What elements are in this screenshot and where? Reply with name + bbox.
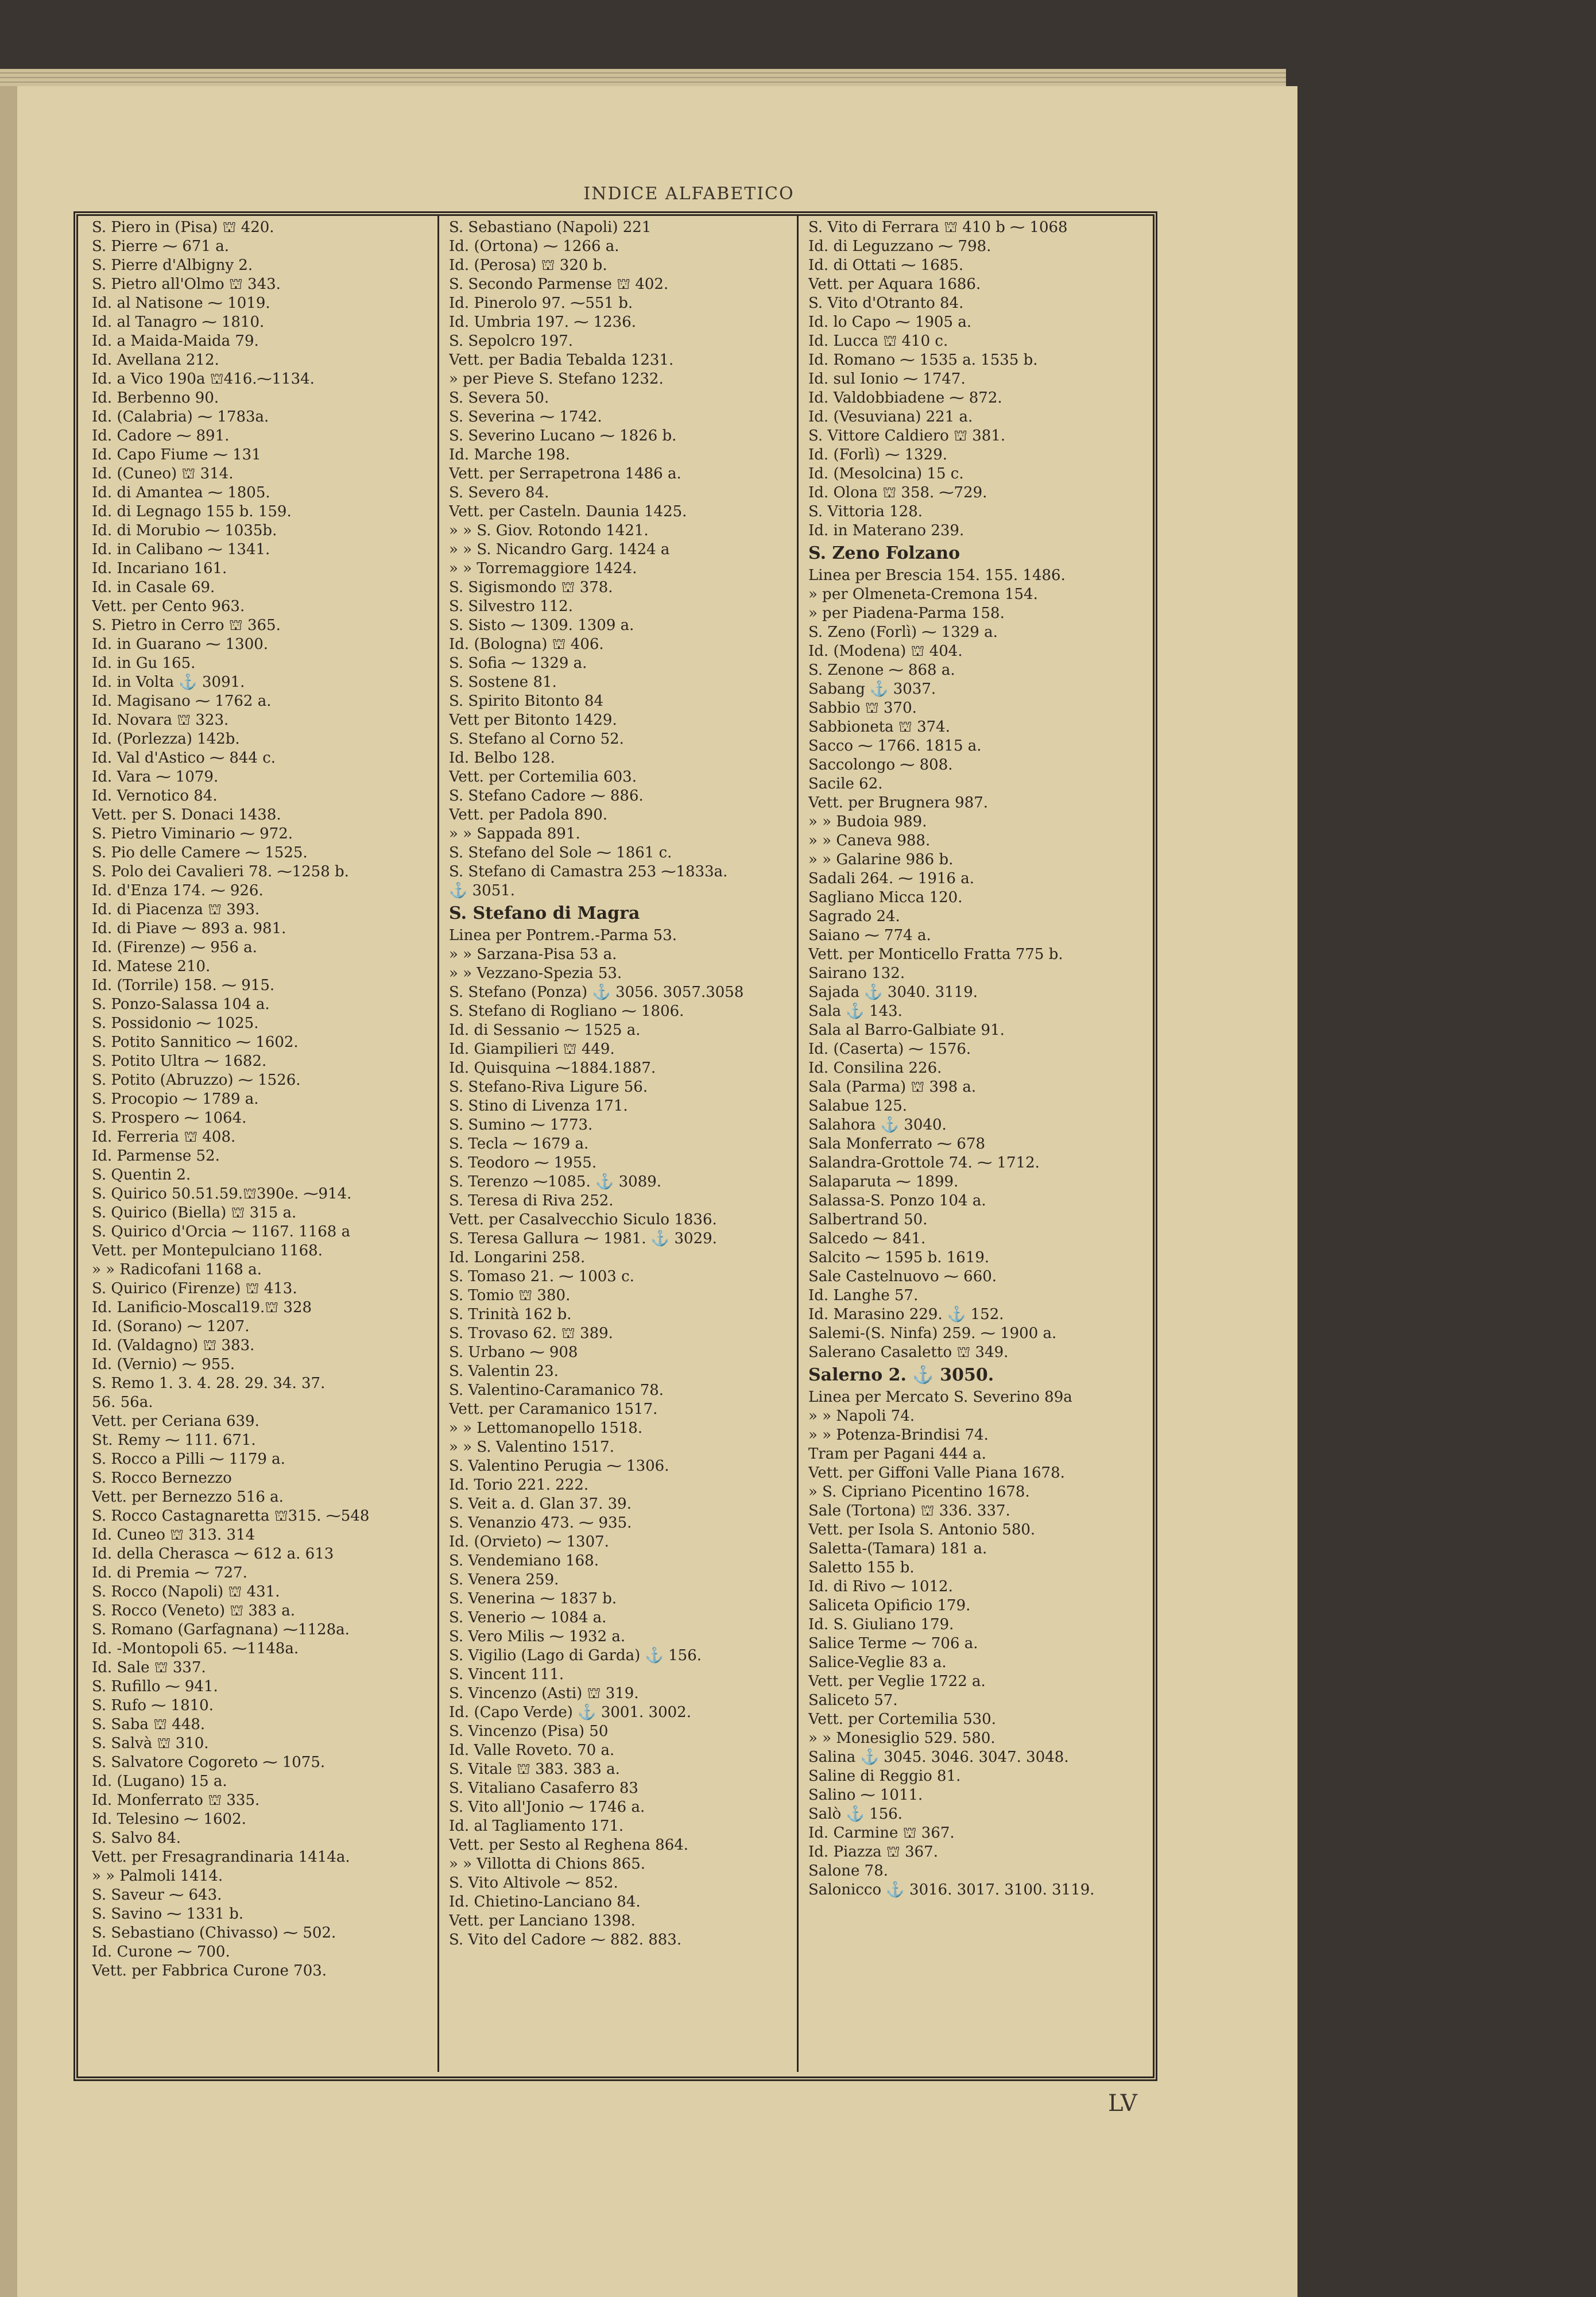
index-entry: » » Galarine 986 b. [808, 851, 954, 868]
index-entry: Id. Incariano 161. [92, 560, 227, 577]
index-entry: Salandra-Grottole 74. ⁓ 1712. [808, 1154, 1040, 1171]
index-entry: Id. (Calabria) ⁓ 1783a. [92, 408, 269, 426]
index-entry: S. Salvatore Cogoreto ⁓ 1075. [92, 1754, 326, 1771]
page-number: LV [1108, 2090, 1137, 2117]
index-entry: S. Severina ⁓ 1742. [449, 408, 602, 426]
index-entry: Id. (Forlì) ⁓ 1329. [808, 446, 948, 463]
index-entry: S. Secondo Parmense ⛫ 402. [449, 276, 669, 293]
index-entry: Sabbioneta ⛫ 374. [808, 718, 950, 736]
index-entry: Id. Marasino 229. ⚓ 152. [808, 1306, 1004, 1323]
index-entry: Id. Olona ⛫ 358. ⁓729. [808, 484, 987, 501]
index-entry: Id. della Cherasca ⁓ 612 a. 613 [92, 1545, 334, 1563]
index-entry: » » Villotta di Chions 865. [449, 1855, 645, 1873]
index-entry: » » S. Valentino 1517. [449, 1438, 614, 1456]
index-entry: Id. Novara ⛫ 323. [92, 711, 229, 729]
index-entry: Id. Longarini 258. [449, 1249, 586, 1266]
index-entry: S. Vito di Ferrara ⛫ 410 b ⁓ 1068 [808, 219, 1068, 236]
index-entry: S. Piero in (Pisa) ⛫ 420. [92, 219, 274, 236]
page-header: INDICE ALFABETICO [583, 184, 795, 204]
index-entry: Vett. per Lanciano 1398. [449, 1912, 636, 1929]
index-entry: S. Veit a. d. Glan 37. 39. [449, 1495, 632, 1513]
index-entry: S. Vito del Cadore ⁓ 882. 883. [449, 1931, 682, 1948]
index-entry: Id. di Leguzzano ⁓ 798. [808, 238, 991, 255]
index-entry: Sale (Tortona) ⛫ 336. 337. [808, 1502, 1010, 1519]
index-entry: S. Procopio ⁓ 1789 a. [92, 1091, 259, 1108]
index-entry: S. Rocco (Veneto) ⛫ 383 a. [92, 1602, 296, 1619]
index-entry: S. Zeno (Forlì) ⁓ 1329 a. [808, 624, 998, 641]
index-entry: Vett. per Veglie 1722 a. [808, 1673, 986, 1690]
index-entry: Sala Monferrato ⁓ 678 [808, 1135, 986, 1153]
index-entry: Salaparuta ⁓ 1899. [808, 1173, 959, 1190]
column-divider [797, 216, 799, 2072]
index-entry: S. Stefano Cadore ⁓ 886. [449, 787, 644, 805]
index-entry: S. Tecla ⁓ 1679 a. [449, 1135, 589, 1153]
index-entry: Id. in Casale 69. [92, 579, 215, 596]
page-gutter [0, 86, 17, 2297]
index-entry: S. Romano (Garfagnana) ⁓1128a. [92, 1621, 350, 1638]
index-entry: Id. Belbo 128. [449, 749, 555, 767]
index-entry: Salabue 125. [808, 1097, 908, 1115]
index-entry: Saline di Reggio 81. [808, 1768, 961, 1785]
index-entry: Id. di Piacenza ⛫ 393. [92, 901, 260, 918]
index-entry: Vett. per Giffoni Valle Piana 1678. [808, 1464, 1065, 1482]
index-entry: Id. (Sorano) ⁓ 1207. [92, 1318, 250, 1335]
index-entry: S. Stefano del Sole ⁓ 1861 c. [449, 844, 672, 861]
index-entry: Vett. per Brugnera 987. [808, 794, 989, 811]
index-entry: Vett. per Padola 890. [449, 806, 608, 823]
index-entry: Saiano ⁓ 774 a. [808, 927, 931, 944]
index-entry: » » S. Giov. Rotondo 1421. [449, 522, 649, 539]
index-entry: Id. d'Enza 174. ⁓ 926. [92, 882, 264, 899]
index-entry: Id. di Premia ⁓ 727. [92, 1564, 247, 1581]
index-entry: Id. Vernotico 84. [92, 787, 218, 805]
index-entry: Id. (Ortona) ⁓ 1266 a. [449, 238, 619, 255]
index-entry: S. Rocco (Napoli) ⛫ 431. [92, 1583, 280, 1600]
index-entry: » » Torremaggiore 1424. [449, 560, 637, 577]
index-entry: Vett. per S. Donaci 1438. [92, 806, 281, 823]
index-entry: Id. in Gu 165. [92, 655, 196, 672]
index-entry: S. Possidonio ⁓ 1025. [92, 1015, 259, 1032]
index-entry: Id. lo Capo ⁓ 1905 a. [808, 314, 972, 331]
index-entry: S. Teresa Gallura ⁓ 1981. ⚓ 3029. [449, 1230, 717, 1247]
index-entry: S. Quirico 50.51.59.⛫390e. ⁓914. [92, 1185, 352, 1202]
index-entry: Salice-Veglie 83 a. [808, 1654, 947, 1671]
index-entry: S. Potito Ultra ⁓ 1682. [92, 1053, 267, 1070]
index-entry: » » Palmoli 1414. [92, 1867, 223, 1885]
index-entry: Id. (Bologna) ⛫ 406. [449, 636, 604, 653]
index-entry: Vett. per Isola S. Antonio 580. [808, 1521, 1036, 1538]
index-entry: S. Sigismondo ⛫ 378. [449, 579, 613, 596]
index-entry: Id. S. Giuliano 179. [808, 1616, 954, 1633]
index-entry: S. Vincenzo (Pisa) 50 [449, 1723, 609, 1740]
index-entry: S. Pio delle Camere ⁓ 1525. [92, 844, 308, 861]
index-entry: » per Pieve S. Stefano 1232. [449, 370, 664, 388]
index-entry: » » Napoli 74. [808, 1407, 915, 1425]
index-entry: Salassa-S. Ponzo 104 a. [808, 1192, 986, 1209]
index-entry: Id. Curone ⁓ 700. [92, 1943, 230, 1960]
index-entry: Id. (Modena) ⛫ 404. [808, 643, 963, 660]
index-entry: S. Silvestro 112. [449, 598, 573, 615]
index-entry: Vett. per Serrapetrona 1486 a. [449, 465, 681, 482]
index-entry: Tram per Pagani 444 a. [808, 1445, 986, 1463]
column-divider [437, 216, 439, 2072]
index-entry: S. Vincent 111. [449, 1666, 564, 1683]
index-entry: S. Sebastiano (Chivasso) ⁓ 502. [92, 1924, 336, 1942]
index-entry: Vett. per Sesto al Reghena 864. [449, 1836, 689, 1854]
index-entry: Salcito ⁓ 1595 b. 1619. [808, 1249, 990, 1266]
index-entry: Id. -Montopoli 65. ⁓1148a. [92, 1640, 299, 1657]
index-entry: Id. Giampilieri ⛫ 449. [449, 1041, 615, 1058]
index-entry: S. Valentino Perugia ⁓ 1306. [449, 1457, 669, 1475]
index-entry: Id. di Legnago 155 b. 159. [92, 503, 292, 520]
index-entry: » » Sappada 891. [449, 825, 580, 842]
index-entry: Id. (Firenze) ⁓ 956 a. [92, 939, 257, 956]
index-entry: S. Pietro all'Olmo ⛫ 343. [92, 276, 281, 293]
index-entry: Id. (Torrile) 158. ⁓ 915. [92, 977, 275, 994]
index-entry: Vett. per Casalvecchio Siculo 1836. [449, 1211, 717, 1228]
index-entry: Id. Cadore ⁓ 891. [92, 427, 230, 444]
index-entry: S. Stino di Livenza 171. [449, 1097, 628, 1115]
index-entry: Saliceto 57. [808, 1692, 898, 1709]
index-entry: Id. Berbenno 90. [92, 389, 219, 407]
index-entry: Vett. per Cento 963. [92, 598, 245, 615]
index-entry: Id. di Ottati ⁓ 1685. [808, 257, 964, 274]
index-entry: Vett. per Caramanico 1517. [449, 1401, 658, 1418]
index-entry: Sadali 264. ⁓ 1916 a. [808, 870, 974, 887]
index-entry: Id. (Perosa) ⛫ 320 b. [449, 257, 607, 274]
index-entry: Sabang ⚓ 3037. [808, 680, 936, 698]
index-entry: Vett. per Ceriana 639. [92, 1413, 259, 1430]
index-entry: Vett. per Badia Tebalda 1231. [449, 351, 674, 369]
index-entry: Id. di Amantea ⁓ 1805. [92, 484, 270, 501]
index-entry: Id. (Capo Verde) ⚓ 3001. 3002. [449, 1704, 691, 1721]
index-entry: Vett. per Casteln. Daunia 1425. [449, 503, 687, 520]
index-entry: Id. Monferrato ⛫ 335. [92, 1792, 260, 1809]
index-entry: Id. di Piave ⁓ 893 a. 981. [92, 920, 286, 937]
index-entry: Id. Avellana 212. [92, 351, 219, 369]
index-entry: Sacco ⁓ 1766. 1815 a. [808, 737, 982, 755]
index-entry: S. Salvo 84. [92, 1830, 181, 1847]
index-heading: Salerno 2. ⚓ 3050. [808, 1365, 994, 1385]
index-entry: S. Sostene 81. [449, 674, 557, 691]
index-entry: S. Urbano ⁓ 908 [449, 1344, 578, 1361]
index-entry: Linea per Pontrem.-Parma 53. [449, 927, 677, 944]
index-column-1 [92, 218, 436, 2073]
index-entry: Id. di Sessanio ⁓ 1525 a. [449, 1022, 641, 1039]
index-entry: S. Vittore Caldiero ⛫ 381. [808, 427, 1006, 444]
index-entry: Vett. per Cortemilia 530. [808, 1711, 996, 1728]
index-entry: Id. Lanificio-Moscal19.⛫ 328 [92, 1299, 312, 1316]
index-entry: Id. Sale ⛫ 337. [92, 1659, 206, 1676]
index-entry: S. Quirico d'Orcia ⁓ 1167. 1168 a [92, 1223, 351, 1240]
index-entry: Id. Valle Roveto. 70 a. [449, 1742, 615, 1759]
index-entry: Salino ⁓ 1011. [808, 1786, 923, 1804]
index-entry: S. Stefano di Camastra 253 ⁓1833a. [449, 863, 728, 880]
index-entry: Id. di Rivo ⁓ 1012. [808, 1578, 953, 1595]
index-entry: Vett. per Fresagrandinaria 1414a. [92, 1849, 350, 1866]
index-entry: Id. a Vico 190a ⛫416.⁓1134. [92, 370, 315, 388]
index-entry: Sajada ⚓ 3040. 3119. [808, 984, 978, 1001]
index-entry: » » Vezzano-Spezia 53. [449, 965, 622, 982]
index-entry: Id. Val d'Astico ⁓ 844 c. [92, 749, 276, 767]
index-entry: S. Sebastiano (Napoli) 221 [449, 219, 652, 236]
index-entry: » per Olmeneta-Cremona 154. [808, 586, 1038, 603]
index-entry: Vett per Bitonto 1429. [449, 711, 617, 729]
index-entry: S. Tomaso 21. ⁓ 1003 c. [449, 1268, 634, 1285]
index-entry: Id. Umbria 197. ⁓ 1236. [449, 314, 637, 331]
index-entry: Id. Piazza ⛫ 367. [808, 1843, 938, 1861]
index-entry: Id. Matese 210. [92, 958, 211, 975]
index-entry: S. Sisto ⁓ 1309. 1309 a. [449, 617, 634, 634]
index-entry: S. Stefano di Rogliano ⁓ 1806. [449, 1003, 684, 1020]
index-entry: S. Rufo ⁓ 1810. [92, 1697, 214, 1714]
index-entry: Salice Terme ⁓ 706 a. [808, 1635, 978, 1652]
index-entry: S. Stefano (Ponza) ⚓ 3056. 3057.3058 [449, 984, 744, 1001]
index-entry: Salone 78. [808, 1862, 889, 1880]
index-entry: Salahora ⚓ 3040. [808, 1116, 947, 1134]
index-entry: Id. Magisano ⁓ 1762 a. [92, 693, 272, 710]
index-entry: S. Rocco Castagnaretta ⛫315. ⁓548 [92, 1507, 370, 1525]
index-entry: » » Monesiglio 529. 580. [808, 1730, 995, 1747]
index-entry: Id. Cuneo ⛫ 313. 314 [92, 1526, 255, 1544]
index-entry: Id. al Tagliamento 171. [449, 1818, 624, 1835]
index-entry: S. Teodoro ⁓ 1955. [449, 1154, 597, 1171]
index-entry: S. Saveur ⁓ 643. [92, 1886, 222, 1904]
index-entry: S. Vitaliano Casaferro 83 [449, 1780, 638, 1797]
index-column-3 [808, 218, 1153, 2073]
index-entry: Sagliano Micca 120. [808, 889, 963, 906]
index-entry: » per Piadena-Parma 158. [808, 605, 1005, 622]
index-entry: » » Budoia 989. [808, 813, 927, 830]
index-entry: Sala (Parma) ⛫ 398 a. [808, 1078, 977, 1096]
index-entry: Id. (Mesolcina) 15 c. [808, 465, 964, 482]
index-entry: Id. di Morubio ⁓ 1035b. [92, 522, 277, 539]
index-entry: S. Trinità 162 b. [449, 1306, 572, 1323]
index-entry: Linea per Brescia 154. 155. 1486. [808, 567, 1066, 584]
index-entry: Salonicco ⚓ 3016. 3017. 3100. 3119. [808, 1881, 1095, 1898]
index-entry: S. Sepolcro 197. [449, 332, 574, 350]
index-entry: Sairano 132. [808, 965, 905, 982]
index-entry: S. Terenzo ⁓1085. ⚓ 3089. [449, 1173, 662, 1190]
index-entry: S. Teresa di Riva 252. [449, 1192, 614, 1209]
index-entry: Id. Parmense 52. [92, 1147, 220, 1165]
index-entry: S. Tomio ⛫ 380. [449, 1287, 571, 1304]
index-entry: S. Vittoria 128. [808, 503, 923, 520]
index-entry: Id. Quisquina ⁓1884.1887. [449, 1059, 656, 1077]
index-entry: S. Ponzo-Salassa 104 a. [92, 996, 270, 1013]
index-entry: S. Saba ⛫ 448. [92, 1716, 206, 1733]
index-entry: Id. Langhe 57. [808, 1287, 919, 1304]
index-entry: Id. (Vernio) ⁓ 955. [92, 1356, 235, 1373]
index-entry: S. Venerina ⁓ 1837 b. [449, 1590, 617, 1607]
index-entry: S. Prospero ⁓ 1064. [92, 1109, 247, 1127]
index-entry: S. Remo 1. 3. 4. 28. 29. 34. 37. [92, 1375, 326, 1392]
index-entry: Id. (Cuneo) ⛫ 314. [92, 465, 234, 482]
index-entry: S. Pietro in Cerro ⛫ 365. [92, 617, 281, 634]
index-entry: Sala al Barro-Galbiate 91. [808, 1022, 1005, 1039]
index-entry: Sacile 62. [808, 775, 883, 792]
index-entry: Linea per Mercato S. Severino 89a [808, 1389, 1072, 1406]
index-entry: ⚓ 3051. [449, 882, 516, 899]
index-entry: Id. in Calibano ⁓ 1341. [92, 541, 270, 558]
index-entry: Sagrado 24. [808, 908, 900, 925]
index-entry: Id. in Materano 239. [808, 522, 964, 539]
index-entry: Sabbio ⛫ 370. [808, 699, 917, 717]
index-entry: S. Venera 259. [449, 1571, 559, 1588]
index-entry: S. Pierre ⁓ 671 a. [92, 238, 230, 255]
index-entry: Id. in Guarano ⁓ 1300. [92, 636, 269, 653]
index-entry: » » Radicofani 1168 a. [92, 1261, 262, 1278]
index-column-2 [449, 218, 793, 2073]
index-entry: Id. Pinerolo 97. ⁓551 b. [449, 295, 633, 312]
index-entry: » » Potenza-Brindisi 74. [808, 1426, 989, 1444]
index-entry: S. Stefano al Corno 52. [449, 730, 624, 748]
index-entry: » » Sarzana-Pisa 53 a. [449, 946, 617, 963]
index-entry: S. Severino Lucano ⁓ 1826 b. [449, 427, 677, 444]
index-entry: Vett. per Bernezzo 516 a. [92, 1488, 284, 1506]
index-entry: Id. Valdobbiadene ⁓ 872. [808, 389, 1002, 407]
index-entry: Salcedo ⁓ 841. [808, 1230, 926, 1247]
index-entry: Vett. per Cortemilia 603. [449, 768, 637, 786]
index-entry: Sala ⚓ 143. [808, 1003, 902, 1020]
index-entry: S. Venerio ⁓ 1084 a. [449, 1609, 607, 1626]
index-entry: Id. a Maida-Maida 79. [92, 332, 259, 350]
index-heading: S. Stefano di Magra [449, 903, 640, 923]
index-entry: S. Rocco a Pilli ⁓ 1179 a. [92, 1451, 285, 1468]
index-entry: Id. Telesino ⁓ 1602. [92, 1811, 246, 1828]
index-entry: S. Vitale ⛫ 383. 383 a. [449, 1761, 620, 1778]
index-entry: Salò ⚓ 156. [808, 1805, 903, 1823]
index-entry: S. Venanzio 473. ⁓ 935. [449, 1514, 632, 1532]
index-entry: Id. (Lugano) 15 a. [92, 1773, 227, 1790]
index-entry: S. Quentin 2. [92, 1166, 191, 1184]
index-entry: S. Zenone ⁓ 868 a. [808, 662, 955, 679]
index-entry: S. Vero Milis ⁓ 1932 a. [449, 1628, 626, 1645]
index-entry: Id. Consilina 226. [808, 1059, 942, 1077]
index-entry: Id. al Tanagro ⁓ 1810. [92, 314, 265, 331]
index-entry: Id. (Vesuviana) 221 a. [808, 408, 973, 426]
index-entry: » » Caneva 988. [808, 832, 931, 849]
index-entry: 56. 56a. [92, 1394, 153, 1411]
index-entry: Id. Torio 221. 222. [449, 1476, 589, 1494]
index-entry: Id. (Valdagno) ⛫ 383. [92, 1337, 255, 1354]
index-entry: Id. in Volta ⚓ 3091. [92, 674, 245, 691]
index-entry: Saletto 155 b. [808, 1559, 915, 1576]
index-entry: S. Valentin 23. [449, 1363, 559, 1380]
index-entry: Saliceta Opificio 179. [808, 1597, 971, 1614]
index-entry: Saccolongo ⁓ 808. [808, 756, 953, 774]
index-entry: S. Potito Sannitico ⁓ 1602. [92, 1034, 299, 1051]
index-entry: » S. Cipriano Picentino 1678. [808, 1483, 1030, 1501]
index-entry: S. Polo dei Cavalieri 78. ⁓1258 b. [92, 863, 349, 880]
index-entry: Vett. per Montepulciano 1168. [92, 1242, 323, 1259]
index-entry: S. Sofia ⁓ 1329 a. [449, 655, 587, 672]
index-entry: S. Vigilio (Lago di Garda) ⚓ 156. [449, 1647, 702, 1664]
index-entry: S. Pietro Viminario ⁓ 972. [92, 825, 293, 842]
index-entry: S. Stefano-Riva Ligure 56. [449, 1078, 648, 1096]
index-entry: Salina ⚓ 3045. 3046. 3047. 3048. [808, 1749, 1069, 1766]
index-entry: S. Potito (Abruzzo) ⁓ 1526. [92, 1072, 301, 1089]
index-entry: Id. Lucca ⛫ 410 c. [808, 332, 948, 350]
index-heading: S. Zeno Folzano [808, 543, 960, 563]
index-entry: S. Severa 50. [449, 389, 549, 407]
index-entry: Id. Ferreria ⛫ 408. [92, 1128, 236, 1146]
index-entry: Vett. per Aquara 1686. [808, 276, 981, 293]
index-entry: » » Lettomanopello 1518. [449, 1420, 643, 1437]
index-entry: S. Sumino ⁓ 1773. [449, 1116, 593, 1134]
index-entry: S. Quirico (Firenze) ⛫ 413. [92, 1280, 297, 1297]
index-entry: S. Vendemiano 168. [449, 1552, 599, 1569]
index-entry: Sale Castelnuovo ⁓ 660. [808, 1268, 997, 1285]
index-entry: Id. (Orvieto) ⁓ 1307. [449, 1533, 609, 1550]
index-entry: S. Vito d'Otranto 84. [808, 295, 964, 312]
index-entry: Id. Chietino-Lanciano 84. [449, 1893, 641, 1911]
index-entry: St. Remy ⁓ 111. 671. [92, 1432, 256, 1449]
index-entry: S. Vincenzo (Asti) ⛫ 319. [449, 1685, 639, 1702]
index-entry: S. Pierre d'Albigny 2. [92, 257, 253, 274]
index-entry: Vett. per Monticello Fratta 775 b. [808, 946, 1063, 963]
index-entry: S. Salvà ⛫ 310. [92, 1735, 209, 1752]
index-entry: S. Spirito Bitonto 84 [449, 693, 604, 710]
index-entry: S. Vito Altivole ⁓ 852. [449, 1874, 618, 1892]
index-entry: Id. Carmine ⛫ 367. [808, 1824, 955, 1842]
index-entry: Id. al Natisone ⁓ 1019. [92, 295, 270, 312]
index-entry: S. Severo 84. [449, 484, 549, 501]
index-entry: Id. Vara ⁓ 1079. [92, 768, 219, 786]
index-entry: S. Quirico (Biella) ⛫ 315 a. [92, 1204, 297, 1221]
index-entry: S. Rufillo ⁓ 941. [92, 1678, 218, 1695]
index-entry: S. Valentino-Caramanico 78. [449, 1382, 664, 1399]
index-entry: S. Savino ⁓ 1331 b. [92, 1905, 243, 1923]
index-entry: » » S. Nicandro Garg. 1424 a [449, 541, 670, 558]
index-entry: Id. Capo Fiume ⁓ 131 [92, 446, 261, 463]
index-entry: Id. Marche 198. [449, 446, 570, 463]
index-entry: S. Vito all'Jonio ⁓ 1746 a. [449, 1799, 645, 1816]
index-entry: Id. Romano ⁓ 1535 a. 1535 b. [808, 351, 1038, 369]
index-entry: S. Rocco Bernezzo [92, 1470, 232, 1487]
index-entry: Vett. per Fabbrica Curone 703. [92, 1962, 327, 1979]
index-entry: Saletta-(Tamara) 181 a. [808, 1540, 987, 1557]
index-entry: Salemi-(S. Ninfa) 259. ⁓ 1900 a. [808, 1325, 1057, 1342]
index-entry: Salbertrand 50. [808, 1211, 928, 1228]
index-entry: Id. sul Ionio ⁓ 1747. [808, 370, 966, 388]
index-entry: Id. (Porlezza) 142b. [92, 730, 240, 748]
index-entry: S. Trovaso 62. ⛫ 389. [449, 1325, 613, 1342]
index-entry: Salerano Casaletto ⛫ 349. [808, 1344, 1009, 1361]
index-entry: Id. (Caserta) ⁓ 1576. [808, 1041, 971, 1058]
